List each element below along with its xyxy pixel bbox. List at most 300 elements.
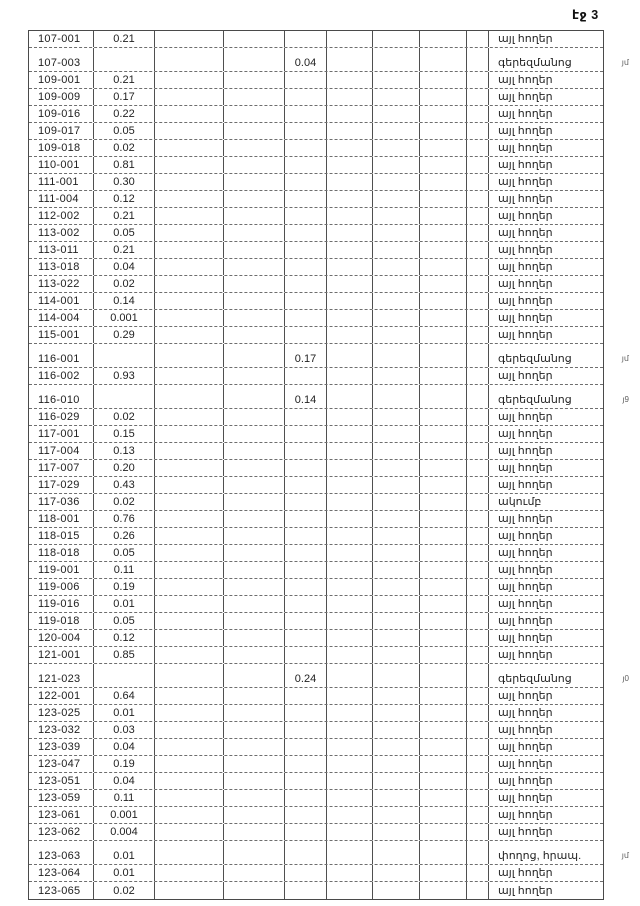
empty-cell — [326, 293, 372, 309]
land-use-cell: այլ հողեր — [488, 511, 603, 527]
table-row — [29, 722, 603, 739]
empty-cell — [223, 528, 284, 544]
empty-cell — [419, 579, 466, 595]
land-use-cell: այլ հողեր — [488, 756, 603, 772]
empty-cell — [466, 31, 488, 47]
empty-cell — [372, 140, 419, 156]
empty-cell — [466, 613, 488, 629]
empty-cell — [372, 242, 419, 258]
secondary-area-cell — [284, 460, 326, 476]
land-use-cell: այլ հողեր — [488, 460, 603, 476]
empty-cell — [223, 722, 284, 738]
empty-cell — [419, 824, 466, 840]
empty-cell — [223, 123, 284, 139]
table-row — [29, 123, 603, 140]
parcel-code-cell: 123-063 — [38, 850, 81, 862]
parcel-code-cell: 116-029 — [38, 411, 80, 423]
empty-cell — [466, 477, 488, 493]
empty-cell — [154, 174, 223, 190]
empty-cell — [326, 344, 372, 367]
parcel-code-cell: 109-009 — [38, 91, 81, 103]
empty-cell — [326, 106, 372, 122]
secondary-area-cell: 0.17 — [284, 344, 326, 367]
empty-cell — [223, 344, 284, 367]
empty-cell — [419, 494, 466, 510]
empty-cell — [223, 562, 284, 578]
empty-cell — [419, 157, 466, 173]
empty-cell — [154, 208, 223, 224]
area-value-cell: 0.11 — [93, 790, 154, 806]
empty-cell — [223, 191, 284, 207]
land-use-cell: այլ հողեր — [488, 562, 603, 578]
empty-cell — [372, 630, 419, 646]
empty-cell — [326, 511, 372, 527]
secondary-area-cell — [284, 545, 326, 561]
table-row — [29, 310, 603, 327]
land-use-cell: այլ հողեր — [488, 426, 603, 442]
empty-cell — [419, 739, 466, 755]
empty-cell — [154, 293, 223, 309]
area-value-cell: 0.76 — [93, 511, 154, 527]
area-value-cell: 0.21 — [93, 31, 154, 47]
area-value-cell: 0.01 — [93, 865, 154, 881]
empty-cell — [466, 310, 488, 326]
empty-cell — [419, 596, 466, 612]
parcel-code-cell: 117-001 — [38, 428, 80, 440]
empty-cell — [419, 48, 466, 71]
page-number: էջ 3 — [572, 8, 599, 22]
empty-cell — [372, 31, 419, 47]
secondary-area-cell — [284, 409, 326, 425]
area-value-cell: 0.19 — [93, 756, 154, 772]
table-row — [29, 664, 629, 688]
empty-cell — [223, 494, 284, 510]
table-row — [29, 72, 603, 89]
empty-cell — [223, 545, 284, 561]
empty-cell — [372, 225, 419, 241]
table-row — [29, 89, 603, 106]
empty-cell — [326, 630, 372, 646]
empty-cell — [419, 882, 466, 899]
secondary-area-cell — [284, 293, 326, 309]
parcel-code-cell: 117-004 — [38, 445, 80, 457]
empty-cell — [154, 841, 223, 864]
area-value-cell: 0.04 — [93, 259, 154, 275]
empty-cell — [372, 579, 419, 595]
empty-cell — [154, 664, 223, 687]
marginal-note: յ9 — [622, 395, 629, 404]
parcel-code-cell: 111-001 — [38, 176, 79, 188]
empty-cell — [419, 688, 466, 704]
empty-cell — [326, 596, 372, 612]
secondary-area-cell — [284, 106, 326, 122]
empty-cell — [372, 494, 419, 510]
empty-cell — [372, 477, 419, 493]
parcel-code-cell: 123-065 — [38, 885, 81, 897]
empty-cell — [326, 841, 372, 864]
secondary-area-cell — [284, 841, 326, 864]
empty-cell — [419, 140, 466, 156]
table-row — [29, 494, 603, 511]
cadastral-table — [28, 30, 629, 900]
empty-cell — [372, 647, 419, 663]
empty-cell — [466, 426, 488, 442]
empty-cell — [372, 368, 419, 384]
empty-cell — [466, 494, 488, 510]
land-use-cell: այլ հողեր — [488, 807, 603, 823]
empty-cell — [326, 773, 372, 789]
empty-cell — [372, 72, 419, 88]
parcel-code-cell: 123-025 — [38, 707, 81, 719]
secondary-area-cell — [284, 477, 326, 493]
empty-cell — [419, 385, 466, 408]
secondary-area-cell — [284, 882, 326, 899]
secondary-area-cell — [284, 157, 326, 173]
secondary-area-cell — [284, 579, 326, 595]
secondary-area-cell — [284, 756, 326, 772]
land-use-cell: այլ հողեր — [488, 790, 603, 806]
empty-cell — [326, 276, 372, 292]
table-row — [29, 841, 629, 865]
empty-cell — [372, 174, 419, 190]
empty-cell — [326, 882, 372, 899]
area-value-cell: 0.05 — [93, 545, 154, 561]
empty-cell — [372, 276, 419, 292]
land-use-cell: այլ հողեր — [488, 276, 603, 292]
empty-cell — [372, 48, 419, 71]
empty-cell — [326, 443, 372, 459]
empty-cell — [154, 310, 223, 326]
empty-cell — [419, 191, 466, 207]
empty-cell — [154, 807, 223, 823]
empty-cell — [154, 344, 223, 367]
table-row — [29, 293, 603, 310]
empty-cell — [419, 756, 466, 772]
land-use-cell: այլ հողեր — [488, 368, 603, 384]
area-value-cell: 0.14 — [93, 293, 154, 309]
empty-cell — [466, 293, 488, 309]
marginal-note: յմ — [621, 354, 629, 363]
empty-cell — [326, 385, 372, 408]
empty-cell — [466, 545, 488, 561]
empty-cell — [326, 157, 372, 173]
secondary-area-cell — [284, 368, 326, 384]
land-use-cell: այլ հողեր — [488, 477, 603, 493]
empty-cell — [326, 48, 372, 71]
empty-cell — [154, 191, 223, 207]
empty-cell — [223, 664, 284, 687]
empty-cell — [419, 259, 466, 275]
empty-cell — [154, 613, 223, 629]
empty-cell — [419, 72, 466, 88]
empty-cell — [419, 409, 466, 425]
secondary-area-cell — [284, 276, 326, 292]
land-use-cell: այլ հողեր — [488, 443, 603, 459]
empty-cell — [326, 756, 372, 772]
empty-cell — [466, 344, 488, 367]
land-use-cell: այլ հողեր — [488, 293, 603, 309]
land-use-cell: գերեզմանոց — [488, 664, 603, 687]
empty-cell — [154, 106, 223, 122]
empty-cell — [154, 460, 223, 476]
empty-cell — [419, 31, 466, 47]
empty-cell — [466, 157, 488, 173]
empty-cell — [326, 545, 372, 561]
empty-cell — [466, 630, 488, 646]
table-row — [29, 790, 603, 807]
empty-cell — [419, 722, 466, 738]
empty-cell — [326, 579, 372, 595]
secondary-area-cell — [284, 647, 326, 663]
parcel-code-cell: 109-018 — [38, 142, 81, 154]
table-row — [29, 477, 603, 494]
empty-cell — [419, 443, 466, 459]
secondary-area-cell — [284, 89, 326, 105]
area-value-cell: 0.85 — [93, 647, 154, 663]
empty-cell — [419, 327, 466, 343]
secondary-area-cell — [284, 443, 326, 459]
empty-cell — [372, 157, 419, 173]
empty-cell — [466, 385, 488, 408]
empty-cell — [372, 426, 419, 442]
secondary-area-cell — [284, 140, 326, 156]
empty-cell — [326, 790, 372, 806]
empty-cell — [372, 722, 419, 738]
parcel-code-cell: 119-018 — [38, 615, 80, 627]
table-row — [29, 259, 603, 276]
table-row — [29, 276, 603, 293]
empty-cell — [154, 882, 223, 899]
empty-cell — [466, 368, 488, 384]
empty-cell — [372, 739, 419, 755]
empty-cell — [154, 259, 223, 275]
land-use-cell: այլ հողեր — [488, 705, 603, 721]
empty-cell — [154, 511, 223, 527]
land-use-cell: այլ հողեր — [488, 630, 603, 646]
table-body — [29, 31, 629, 899]
empty-cell — [154, 824, 223, 840]
empty-cell — [223, 705, 284, 721]
area-value-cell: 0.11 — [93, 562, 154, 578]
empty-cell — [466, 756, 488, 772]
parcel-code-cell: 110-001 — [38, 159, 80, 171]
empty-cell — [419, 790, 466, 806]
empty-cell — [326, 72, 372, 88]
empty-cell — [372, 688, 419, 704]
empty-cell — [326, 865, 372, 881]
empty-cell — [466, 790, 488, 806]
empty-cell — [372, 790, 419, 806]
land-use-cell: ակումբ — [488, 494, 603, 510]
empty-cell — [372, 123, 419, 139]
area-value-cell: 0.02 — [93, 140, 154, 156]
land-use-cell: փողոց, հրապ. — [488, 841, 603, 864]
empty-cell — [419, 123, 466, 139]
area-value-cell: 0.02 — [93, 409, 154, 425]
empty-cell — [419, 208, 466, 224]
parcel-code-cell: 116-010 — [38, 394, 80, 406]
empty-cell — [223, 739, 284, 755]
empty-cell — [466, 596, 488, 612]
empty-cell — [372, 293, 419, 309]
empty-cell — [466, 562, 488, 578]
land-use-cell: այլ հողեր — [488, 242, 603, 258]
empty-cell — [326, 174, 372, 190]
table-row — [29, 208, 603, 225]
empty-cell — [223, 385, 284, 408]
parcel-code-cell: 116-002 — [38, 370, 80, 382]
land-use-cell: գերեզմանոց — [488, 385, 603, 408]
empty-cell — [154, 72, 223, 88]
secondary-area-cell — [284, 327, 326, 343]
empty-cell — [326, 123, 372, 139]
table-row — [29, 528, 603, 545]
empty-cell — [372, 327, 419, 343]
parcel-code-cell: 113-022 — [38, 278, 80, 290]
empty-cell — [419, 276, 466, 292]
parcel-code-cell: 123-059 — [38, 792, 81, 804]
empty-cell — [154, 443, 223, 459]
secondary-area-cell — [284, 511, 326, 527]
empty-cell — [419, 807, 466, 823]
empty-cell — [419, 511, 466, 527]
table-row — [29, 756, 603, 773]
land-use-cell: այլ հողեր — [488, 739, 603, 755]
empty-cell — [419, 344, 466, 367]
empty-cell — [326, 477, 372, 493]
parcel-code-cell: 113-011 — [38, 244, 79, 256]
empty-cell — [466, 722, 488, 738]
table-row — [29, 385, 629, 409]
area-value-cell: 0.21 — [93, 208, 154, 224]
area-value-cell: 0.64 — [93, 688, 154, 704]
empty-cell — [419, 174, 466, 190]
secondary-area-cell: 0.24 — [284, 664, 326, 687]
empty-cell — [372, 443, 419, 459]
parcel-code-cell: 115-001 — [38, 329, 80, 341]
parcel-code-cell: 123-047 — [38, 758, 81, 770]
empty-cell — [154, 688, 223, 704]
empty-cell — [154, 596, 223, 612]
empty-cell — [466, 460, 488, 476]
land-use-cell: այլ հողեր — [488, 89, 603, 105]
empty-cell — [372, 562, 419, 578]
parcel-code-cell: 123-039 — [38, 741, 81, 753]
empty-cell — [154, 739, 223, 755]
land-use-cell: այլ հողեր — [488, 579, 603, 595]
empty-cell — [223, 242, 284, 258]
table-row — [29, 596, 603, 613]
empty-cell — [372, 865, 419, 881]
empty-cell — [223, 443, 284, 459]
empty-cell — [372, 882, 419, 899]
empty-cell — [466, 824, 488, 840]
empty-cell — [372, 310, 419, 326]
empty-cell — [223, 327, 284, 343]
empty-cell — [154, 385, 223, 408]
area-value-cell: 0.15 — [93, 426, 154, 442]
empty-cell — [419, 865, 466, 881]
parcel-code-cell: 107-003 — [38, 57, 81, 69]
empty-cell — [372, 191, 419, 207]
empty-cell — [466, 409, 488, 425]
secondary-area-cell — [284, 174, 326, 190]
empty-cell — [466, 106, 488, 122]
empty-cell — [466, 511, 488, 527]
empty-cell — [326, 528, 372, 544]
area-value-cell: 0.004 — [93, 824, 154, 840]
land-use-cell: այլ հողեր — [488, 157, 603, 173]
parcel-code-cell: 118-015 — [38, 530, 80, 542]
land-use-cell: այլ հողեր — [488, 191, 603, 207]
area-value-cell: 0.02 — [93, 494, 154, 510]
area-value-cell: 0.05 — [93, 123, 154, 139]
empty-cell — [154, 409, 223, 425]
empty-cell — [326, 647, 372, 663]
empty-cell — [154, 477, 223, 493]
empty-cell — [466, 225, 488, 241]
secondary-area-cell — [284, 790, 326, 806]
secondary-area-cell: 0.04 — [284, 48, 326, 71]
empty-cell — [466, 647, 488, 663]
empty-cell — [154, 225, 223, 241]
parcel-code-cell: 109-016 — [38, 108, 81, 120]
empty-cell — [223, 477, 284, 493]
parcel-code-cell: 122-001 — [38, 690, 81, 702]
parcel-code-cell: 112-002 — [38, 210, 80, 222]
empty-cell — [154, 722, 223, 738]
table-row — [29, 562, 603, 579]
empty-cell — [466, 48, 488, 71]
empty-cell — [466, 89, 488, 105]
secondary-area-cell — [284, 72, 326, 88]
empty-cell — [223, 579, 284, 595]
empty-cell — [419, 242, 466, 258]
empty-cell — [326, 613, 372, 629]
empty-cell — [419, 426, 466, 442]
secondary-area-cell — [284, 688, 326, 704]
empty-cell — [223, 511, 284, 527]
empty-cell — [466, 841, 488, 864]
empty-cell — [419, 630, 466, 646]
empty-cell — [154, 426, 223, 442]
land-use-cell: այլ հողեր — [488, 208, 603, 224]
empty-cell — [223, 276, 284, 292]
empty-cell — [466, 208, 488, 224]
empty-cell — [223, 48, 284, 71]
land-use-cell: այլ հողեր — [488, 140, 603, 156]
empty-cell — [419, 477, 466, 493]
empty-cell — [223, 647, 284, 663]
empty-cell — [223, 630, 284, 646]
parcel-code-cell: 119-016 — [38, 598, 80, 610]
empty-cell — [223, 841, 284, 864]
empty-cell — [154, 705, 223, 721]
table-row — [29, 426, 603, 443]
empty-cell — [466, 688, 488, 704]
empty-cell — [223, 293, 284, 309]
table-row — [29, 31, 603, 48]
empty-cell — [326, 327, 372, 343]
empty-cell — [466, 773, 488, 789]
secondary-area-cell — [284, 807, 326, 823]
empty-cell — [419, 562, 466, 578]
empty-cell — [223, 824, 284, 840]
table-row — [29, 225, 603, 242]
land-use-cell: այլ հողեր — [488, 865, 603, 881]
table-row — [29, 630, 603, 647]
empty-cell — [372, 664, 419, 687]
